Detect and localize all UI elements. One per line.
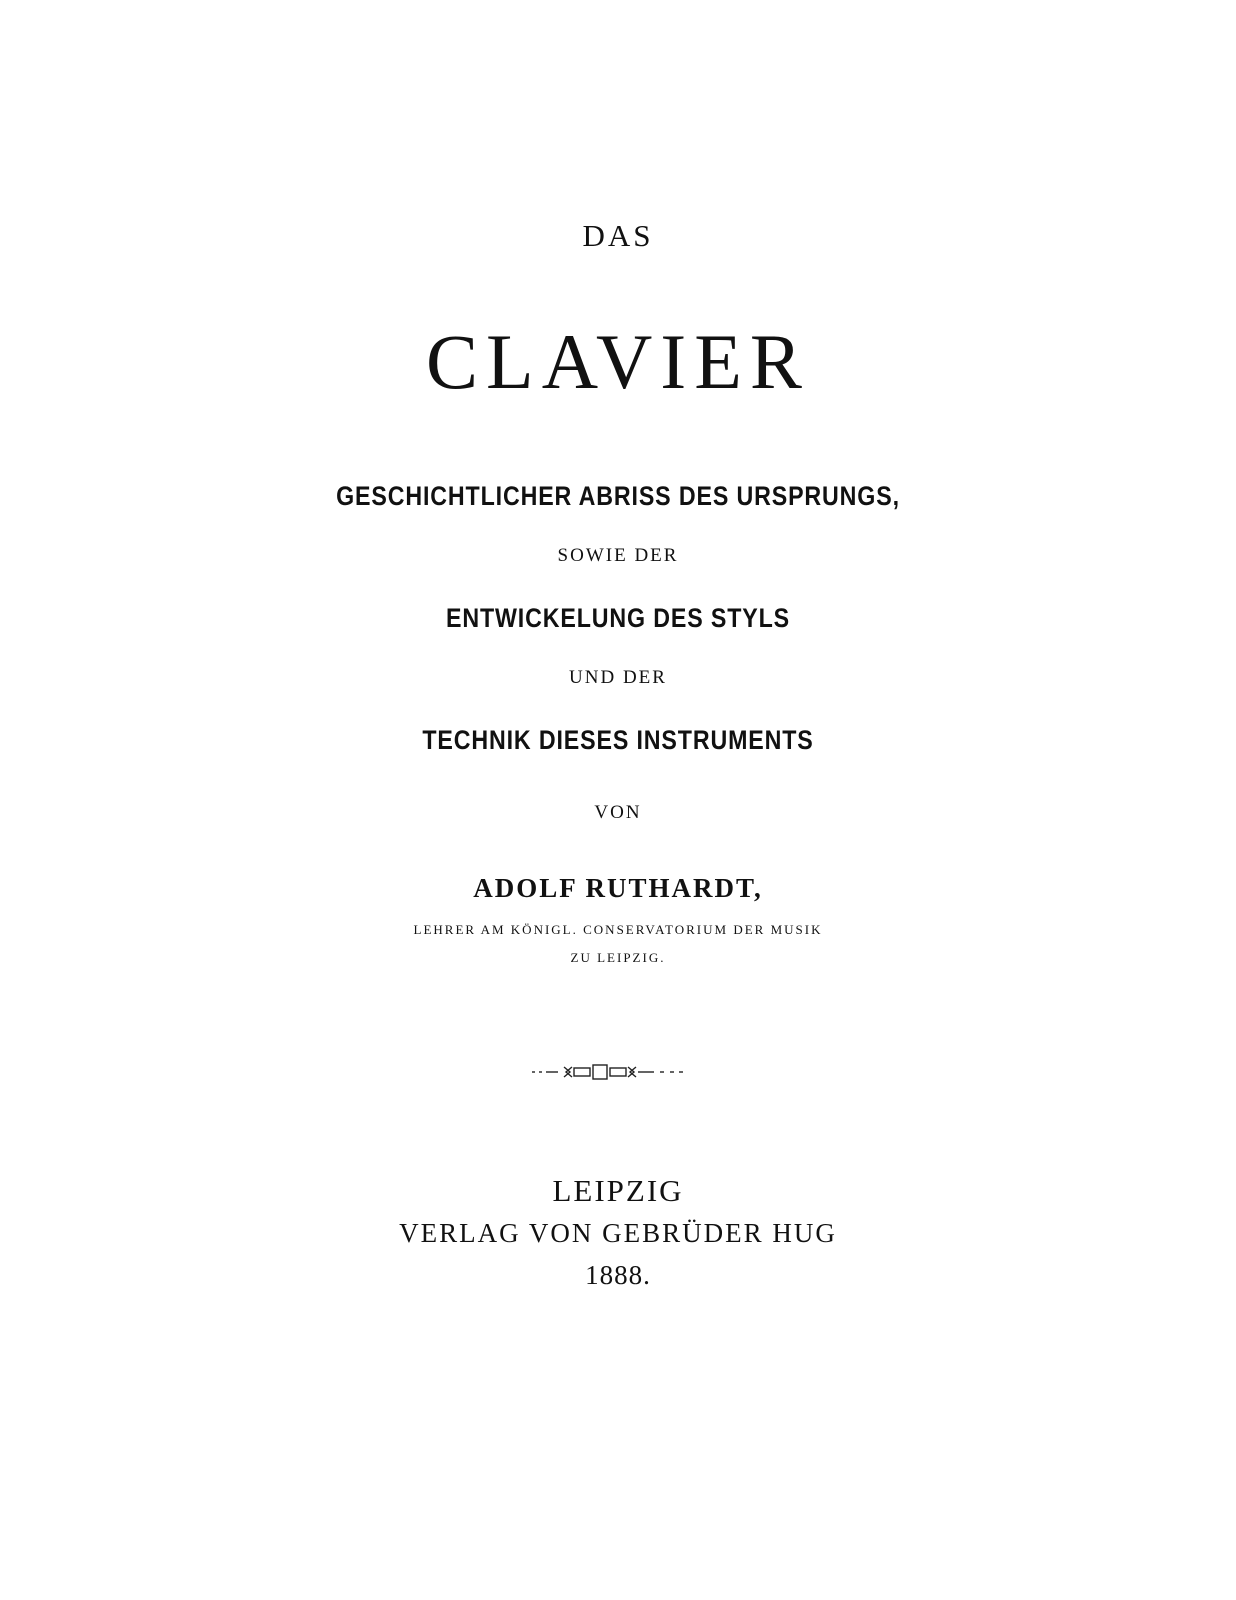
imprint-year: 1888. [585, 1260, 651, 1290]
byline-von: VON [594, 802, 642, 823]
ornamental-divider-icon [530, 1062, 686, 1082]
connector-sowie-der: SOWIE DER [557, 545, 679, 566]
subtitle-line-2: ENTWICKELUNG DES STYLS [445, 603, 791, 633]
subtitle-line-1: GESCHICHTLICHER ABRISS DES URSPRUNGS, [336, 481, 900, 511]
main-title: CLAVIER [426, 318, 810, 405]
author-position-line-2: ZU LEIPZIG. [570, 950, 666, 965]
subtitle-line-3: TECHNIK DIESES INSTRUMENTS [422, 725, 814, 755]
connector-und-der: UND DER [569, 667, 667, 688]
title-article: DAS [582, 218, 654, 253]
author-position-line-1: LEHRER AM KÖNIGL. CONSERVATORIUM DER MUSIK [413, 922, 823, 937]
author-name: ADOLF RUTHARDT, [473, 873, 763, 903]
imprint-publisher: VERLAG VON GEBRÜDER HUG [399, 1218, 837, 1248]
imprint-city: LEIPZIG [552, 1173, 684, 1208]
